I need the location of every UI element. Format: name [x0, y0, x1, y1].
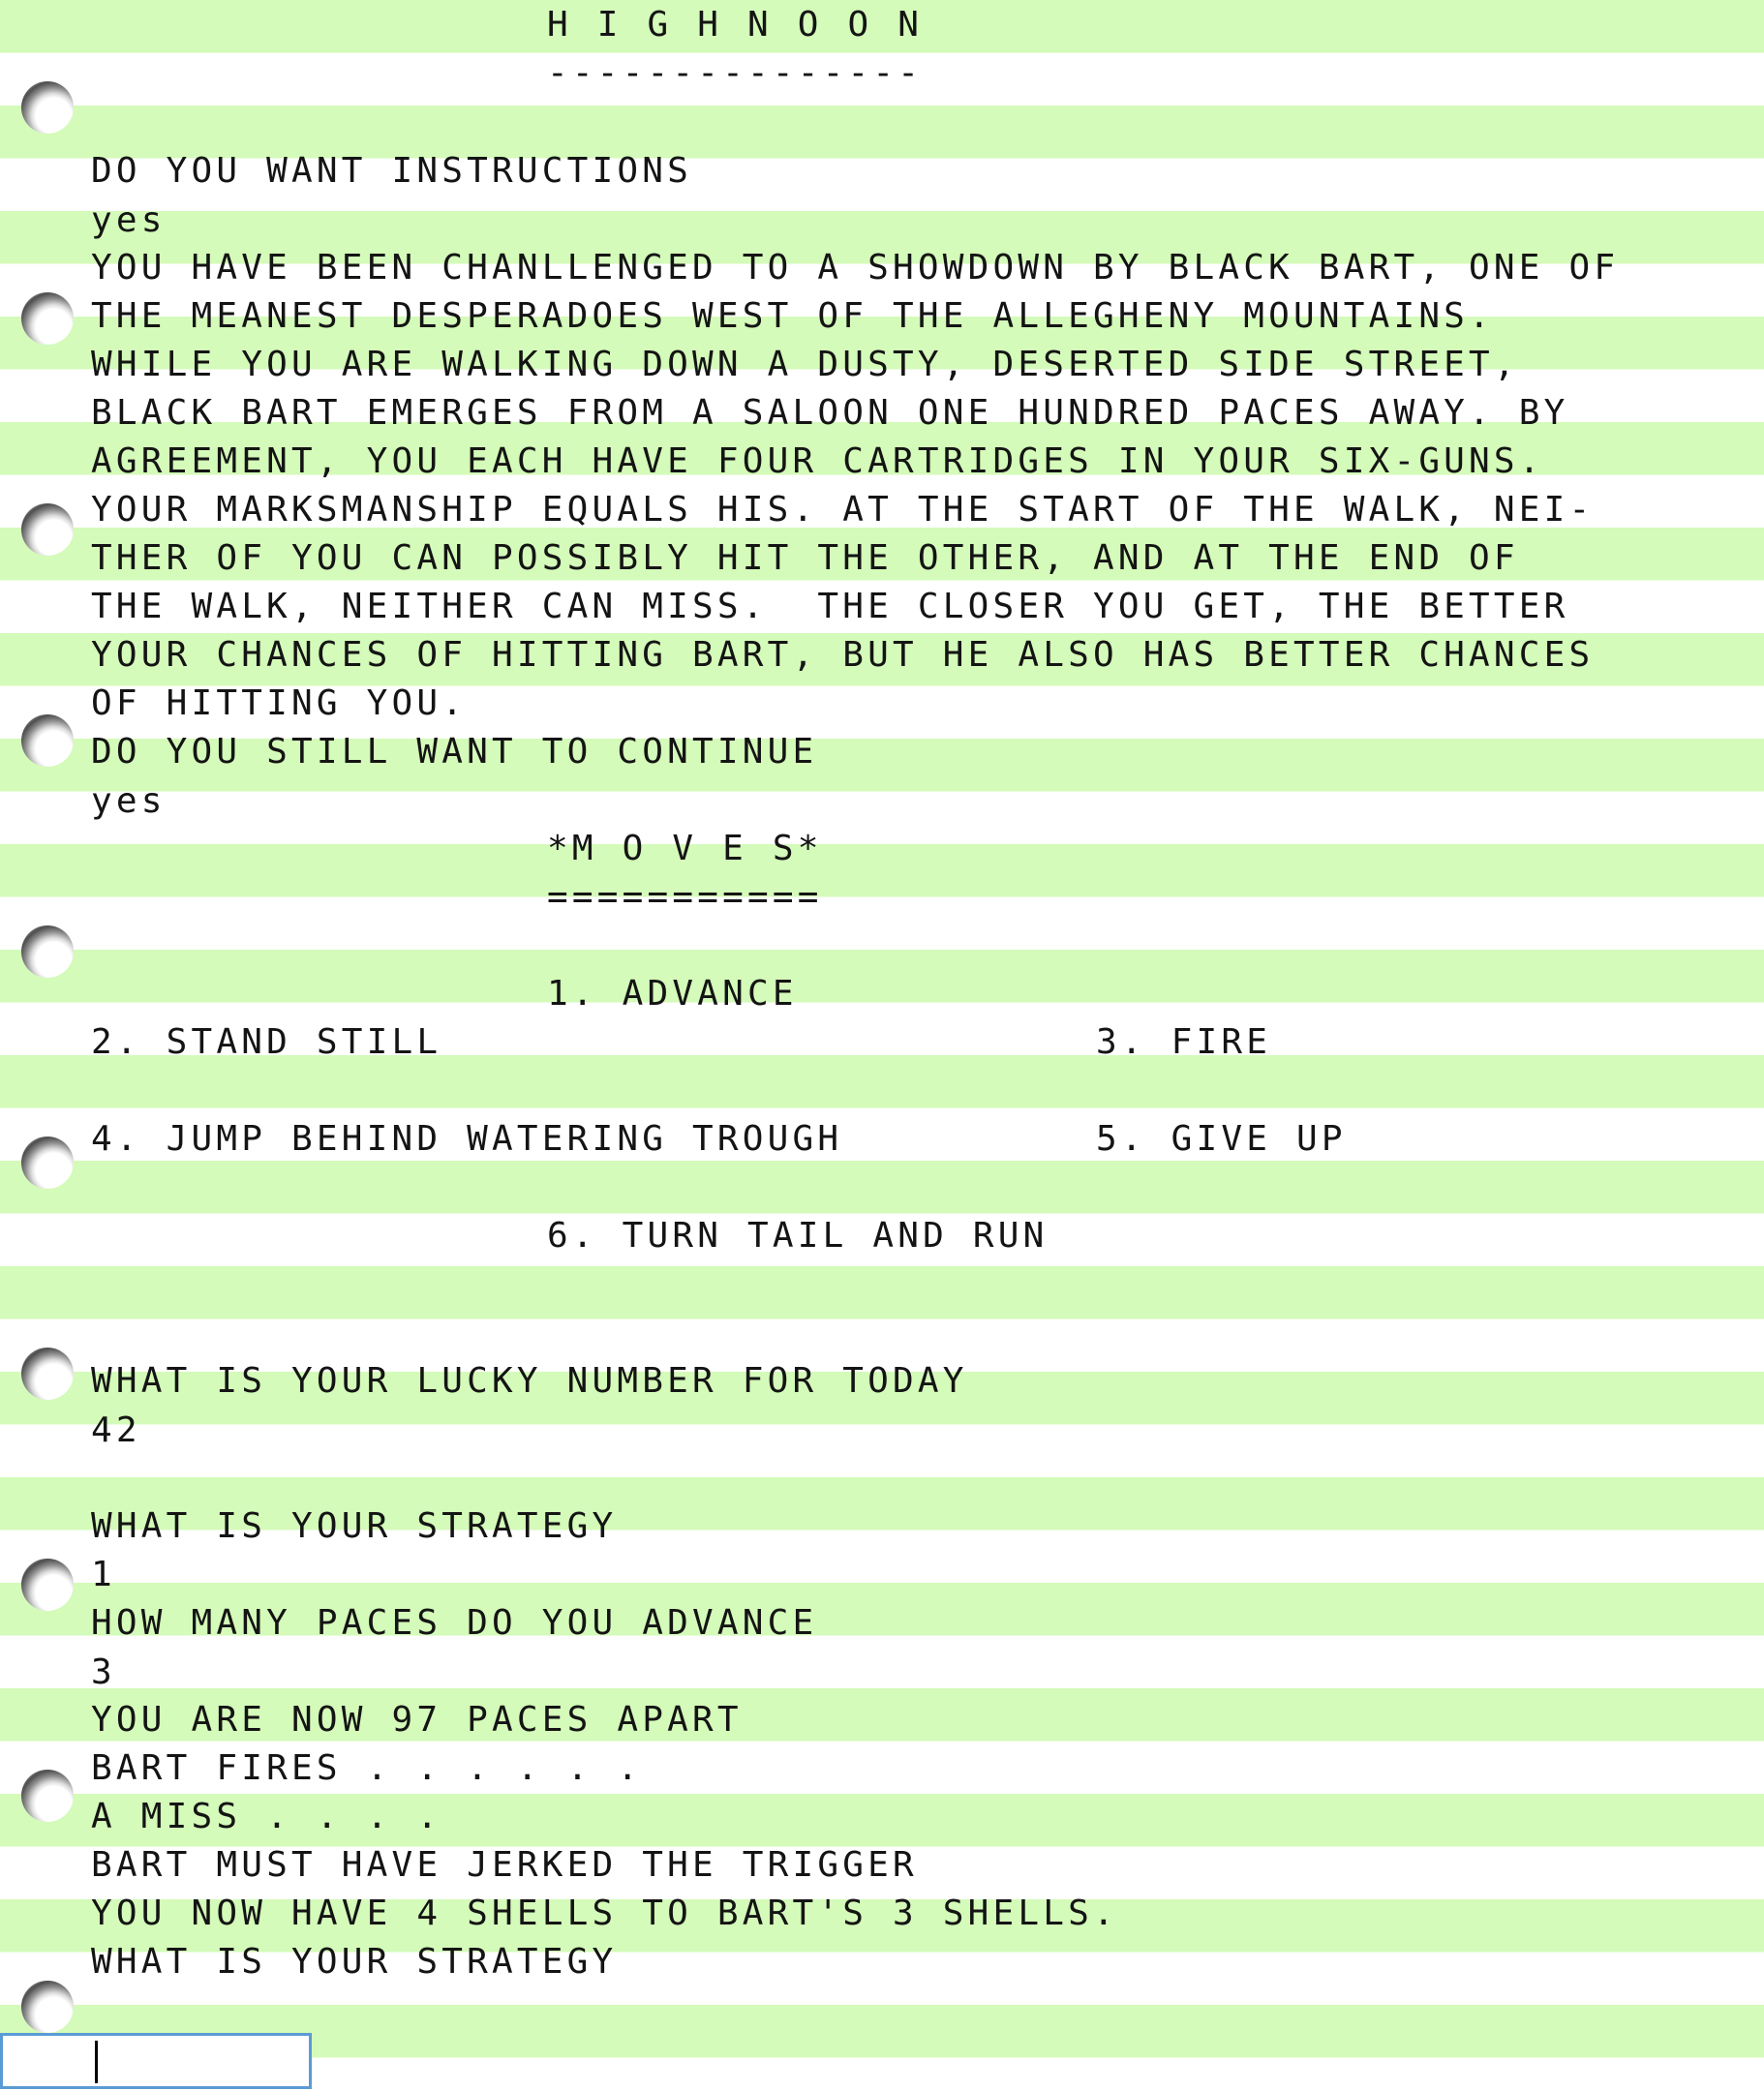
status-miss: A MISS . . . . [91, 1797, 442, 1836]
status-distance: YOU ARE NOW 97 PACES APART [91, 1700, 743, 1740]
tractor-hole-icon [21, 292, 74, 345]
tractor-hole-icon [21, 1348, 74, 1400]
story-line-4: BLACK BART EMERGES FROM A SALOON ONE HUNDRED PACES AWAY. BY [91, 393, 1569, 433]
answer-lucky-number: 42 [91, 1410, 141, 1450]
story-line-10: OF HITTING YOU. [91, 683, 468, 723]
prompt-paces: HOW MANY PACES DO YOU ADVANCE [91, 1603, 818, 1643]
tractor-hole-icon [21, 925, 74, 978]
answer-strategy: 1 [91, 1555, 116, 1594]
answer-instructions: yes [91, 200, 167, 240]
move-option-2: 2. STAND STILL [91, 1022, 442, 1062]
tractor-hole-icon [21, 1559, 74, 1611]
status-jerked-trigger: BART MUST HAVE JERKED THE TRIGGER [91, 1845, 918, 1885]
move-option-1: 1. ADVANCE [547, 974, 798, 1014]
move-option-4: 4. JUMP BEHIND WATERING TROUGH [91, 1119, 843, 1159]
story-line-1: YOU HAVE BEEN CHANLLENGED TO A SHOWDOWN BY BLACK BART, ONE OF [91, 248, 1620, 288]
status-bart-fires: BART FIRES . . . . . . [91, 1748, 643, 1788]
story-line-3: WHILE YOU ARE WALKING DOWN A DUSTY, DESERTED SIDE STREET, [91, 345, 1519, 384]
move-option-5: 5. GIVE UP [1096, 1119, 1347, 1159]
tractor-hole-icon [21, 503, 74, 556]
prompt-continue: DO YOU STILL WANT TO CONTINUE [91, 732, 818, 772]
prompt-strategy-current: WHAT IS YOUR STRATEGY [91, 1942, 618, 1982]
tractor-hole-icon [21, 81, 74, 134]
move-option-3: 3. FIRE [1096, 1022, 1272, 1062]
status-shells: YOU NOW HAVE 4 SHELLS TO BART'S 3 SHELLS. [91, 1894, 1118, 1933]
story-line-9: YOUR CHANCES OF HITTING BART, BUT HE ALSO HAS BETTER CHANCES [91, 635, 1595, 675]
tractor-hole-icon [21, 1770, 74, 1822]
story-line-6: YOUR MARKSMANSHIP EQUALS HIS. AT THE START OF THE WALK, NEI- [91, 490, 1595, 530]
text-caret [95, 2041, 98, 2083]
tractor-hole-icon [21, 714, 74, 767]
tractor-hole-icon [21, 1981, 74, 2033]
prompt-lucky-number: WHAT IS YOUR LUCKY NUMBER FOR TODAY [91, 1361, 968, 1401]
prompt-instructions: DO YOU WANT INSTRUCTIONS [91, 151, 692, 191]
moves-heading: *M O V E S* [547, 829, 823, 868]
command-input[interactable] [0, 2033, 312, 2089]
story-line-8: THE WALK, NEITHER CAN MISS. THE CLOSER YOU GET, THE BETTER [91, 587, 1569, 626]
story-line-5: AGREEMENT, YOU EACH HAVE FOUR CARTRIDGES IN YOUR SIX-GUNS. [91, 441, 1544, 481]
story-line-7: THER OF YOU CAN POSSIBLY HIT THE OTHER, AND AT THE END OF [91, 538, 1519, 578]
game-title: H I G H N O O N [547, 5, 924, 45]
prompt-strategy: WHAT IS YOUR STRATEGY [91, 1506, 618, 1546]
game-title-underline: --------------- [547, 53, 924, 93]
story-line-2: THE MEANEST DESPERADOES WEST OF THE ALLEGHENY MOUNTAINS. [91, 296, 1494, 336]
moves-underline: =========== [547, 877, 823, 917]
tractor-hole-icon [21, 1136, 74, 1189]
answer-paces: 3 [91, 1652, 116, 1692]
move-option-6: 6. TURN TAIL AND RUN [547, 1216, 1049, 1256]
answer-continue: yes [91, 781, 167, 821]
